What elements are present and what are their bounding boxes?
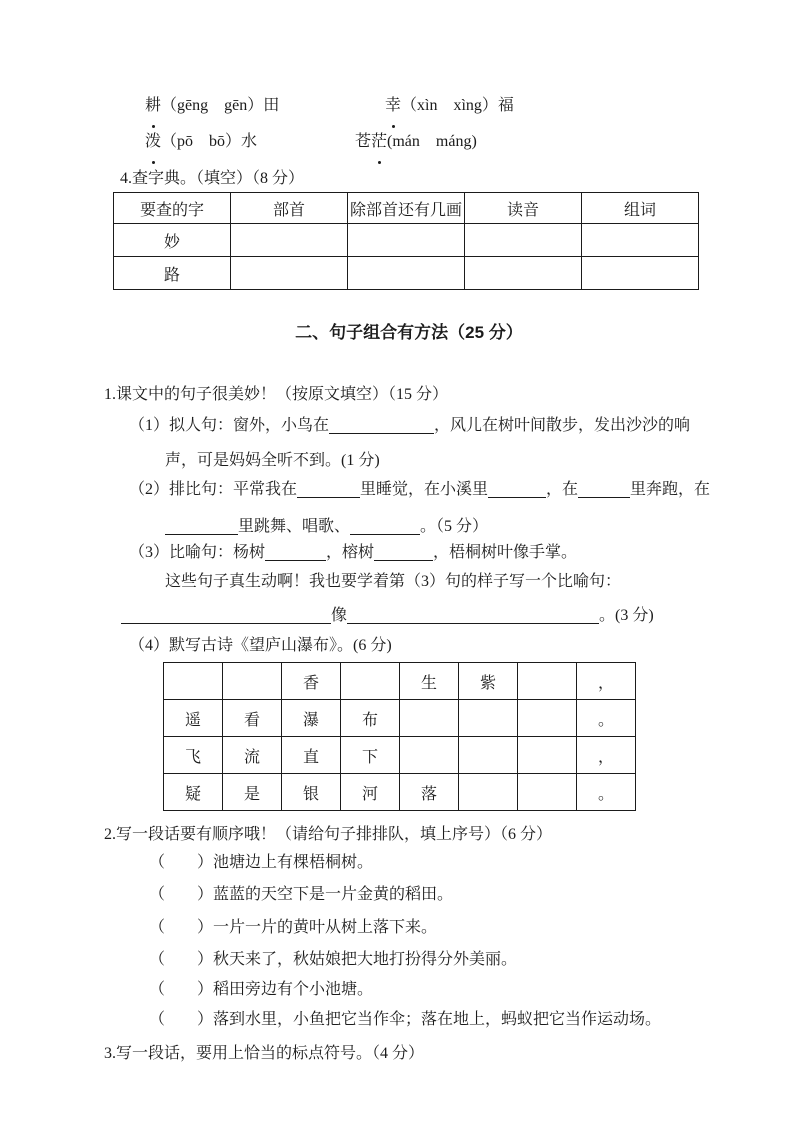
sentence-text: 里跳舞、唱歌、 — [238, 518, 351, 535]
dict-cell — [231, 224, 348, 257]
poem-cell — [459, 774, 518, 811]
dict-cell — [582, 257, 699, 290]
sentence-text: 像 — [331, 607, 348, 624]
fill-in-blank — [350, 519, 420, 535]
dict-cell — [582, 224, 699, 257]
dict-header-cell: 组词 — [582, 193, 699, 224]
poem-row — [164, 737, 636, 774]
sequence-item: （ ）稻田旁边有个小池塘。 — [149, 981, 374, 998]
poem-cell: 紫 — [459, 663, 518, 700]
poem-row — [164, 663, 636, 700]
sequence-item: （ ）池塘边上有棵梧桐树。 — [149, 854, 374, 871]
pinyin-options: (mán máng) — [387, 133, 477, 150]
fill-in-blank — [374, 545, 433, 561]
pinyin-options: （xìn xìng）福 — [401, 97, 514, 114]
poem-cell: 下 — [341, 737, 400, 774]
q1-item3b-answer-line — [121, 603, 654, 629]
poem-cell — [518, 737, 577, 774]
sentence-text: 里睡觉，在小溪里 — [360, 481, 489, 498]
pinyin-dotted-char: 茫 — [371, 124, 387, 160]
poem-cell: 流 — [223, 737, 282, 774]
sentence-text: （3）比喻句：杨树 — [129, 544, 266, 561]
poem-cell: 香 — [282, 663, 341, 700]
pinyin-item — [145, 88, 385, 124]
poem-cell — [518, 774, 577, 811]
fill-in-blank — [329, 418, 434, 434]
question3-label: 3.写一段话，要用上恰当的标点符号。（4 分） — [104, 1045, 425, 1062]
fill-in-blank — [121, 608, 331, 624]
q1-item4-label: （4）默写古诗《望庐山瀑布》。(6 分) — [129, 637, 392, 654]
q1-item2-line1 — [129, 477, 710, 503]
poem-cell — [164, 663, 223, 700]
sentence-text: ，在 — [546, 481, 579, 498]
question1-label: 1.课文中的句子很美妙！（按原文填空）（15 分） — [104, 386, 449, 403]
dict-cell — [465, 224, 582, 257]
sequence-item: （ ）一片一片的黄叶从树上落下来。 — [149, 919, 438, 936]
q1-item1-line2: 声，可是妈妈全听不到。(1 分) — [165, 452, 380, 469]
q1-item3-line — [129, 540, 577, 566]
fill-in-blank — [578, 482, 630, 498]
poem-table — [163, 662, 636, 811]
table-header-row — [114, 193, 699, 224]
poem-cell: 布 — [341, 700, 400, 737]
pinyin-options: （pō bō）水 — [161, 133, 258, 150]
pinyin-dotted-char: 耕 — [145, 88, 161, 124]
dict-cell — [231, 257, 348, 290]
poem-row — [164, 774, 636, 811]
pinyin-item — [145, 124, 355, 160]
sentence-text: ，榕树 — [326, 544, 375, 561]
dict-cell — [348, 224, 465, 257]
question2-label: 2.写一段话要有顺序哦！（请给句子排排队，填上序号）（6 分） — [104, 826, 553, 843]
poem-row — [164, 700, 636, 737]
dict-cell — [348, 257, 465, 290]
dict-header-cell: 除部首还有几画 — [348, 193, 465, 224]
section-heading: 二、句子组合有方法（25 分） — [295, 323, 523, 342]
pinyin-row — [145, 88, 745, 124]
q1-item1-line1 — [129, 413, 690, 439]
question4-label: 4.查字典。（填空）（8 分） — [120, 170, 305, 187]
poem-cell: 看 — [223, 700, 282, 737]
dict-cell — [465, 257, 582, 290]
poem-cell: 直 — [282, 737, 341, 774]
pinyin-row — [145, 124, 745, 160]
poem-cell: 疑 — [164, 774, 223, 811]
poem-cell: 。 — [577, 700, 636, 737]
poem-cell: 瀑 — [282, 700, 341, 737]
poem-cell — [518, 700, 577, 737]
poem-cell: 落 — [400, 774, 459, 811]
sequence-item: （ ）秋天来了，秋姑娘把大地打扮得分外美丽。 — [149, 951, 518, 968]
sentence-text: ，梧桐树叶像手掌。 — [433, 544, 578, 561]
dict-header-cell: 读音 — [465, 193, 582, 224]
sequence-item: （ ）蓝蓝的天空下是一片金黄的稻田。 — [149, 886, 454, 903]
poem-cell: 河 — [341, 774, 400, 811]
dictionary-lookup-table — [113, 192, 699, 290]
pinyin-exercise — [145, 88, 745, 160]
poem-cell: 银 — [282, 774, 341, 811]
sequence-item: （ ）落到水里，小鱼把它当作伞；落在地上，蚂蚁把它当作运动场。 — [149, 1011, 662, 1028]
poem-cell: ， — [577, 737, 636, 774]
fill-in-blank — [165, 519, 238, 535]
dict-header-cell: 部首 — [231, 193, 348, 224]
pinyin-item — [355, 124, 477, 160]
poem-cell — [459, 737, 518, 774]
sentence-text: （1）拟人句：窗外，小鸟在 — [129, 417, 330, 434]
table-row — [114, 224, 699, 257]
fill-in-blank — [265, 545, 326, 561]
poem-cell: 遥 — [164, 700, 223, 737]
pinyin-prefix: 苍 — [355, 133, 372, 150]
poem-cell — [518, 663, 577, 700]
poem-cell: ， — [577, 663, 636, 700]
poem-cell — [400, 700, 459, 737]
poem-cell — [223, 663, 282, 700]
poem-cell — [400, 737, 459, 774]
sentence-text: 里奔跑，在 — [630, 481, 711, 498]
pinyin-dotted-char: 泼 — [145, 124, 161, 160]
q1-item3b-prompt: 这些句子真生动啊！我也要学着第（3）句的样子写一个比喻句： — [165, 573, 622, 590]
pinyin-item — [385, 88, 514, 124]
sentence-text: （2）排比句：平常我在 — [129, 481, 298, 498]
fill-in-blank — [488, 482, 546, 498]
pinyin-dotted-char: 幸 — [385, 88, 401, 124]
sentence-text: ，风儿在树叶间散步，发出沙沙的响 — [434, 417, 691, 434]
poem-cell — [341, 663, 400, 700]
poem-cell: 生 — [400, 663, 459, 700]
poem-cell: 飞 — [164, 737, 223, 774]
dict-cell: 妙 — [114, 224, 231, 257]
q1-item2-line2 — [165, 514, 488, 540]
table-row — [114, 257, 699, 290]
poem-cell — [459, 700, 518, 737]
dict-cell: 路 — [114, 257, 231, 290]
fill-in-blank — [347, 608, 599, 624]
dict-header-cell: 要查的字 — [114, 193, 231, 224]
sentence-text: 。（5 分） — [420, 518, 489, 535]
sentence-text: 。(3 分) — [599, 607, 654, 624]
pinyin-options: （gēng gēn）田 — [161, 97, 280, 114]
poem-cell: 是 — [223, 774, 282, 811]
poem-cell: 。 — [577, 774, 636, 811]
fill-in-blank — [297, 482, 360, 498]
